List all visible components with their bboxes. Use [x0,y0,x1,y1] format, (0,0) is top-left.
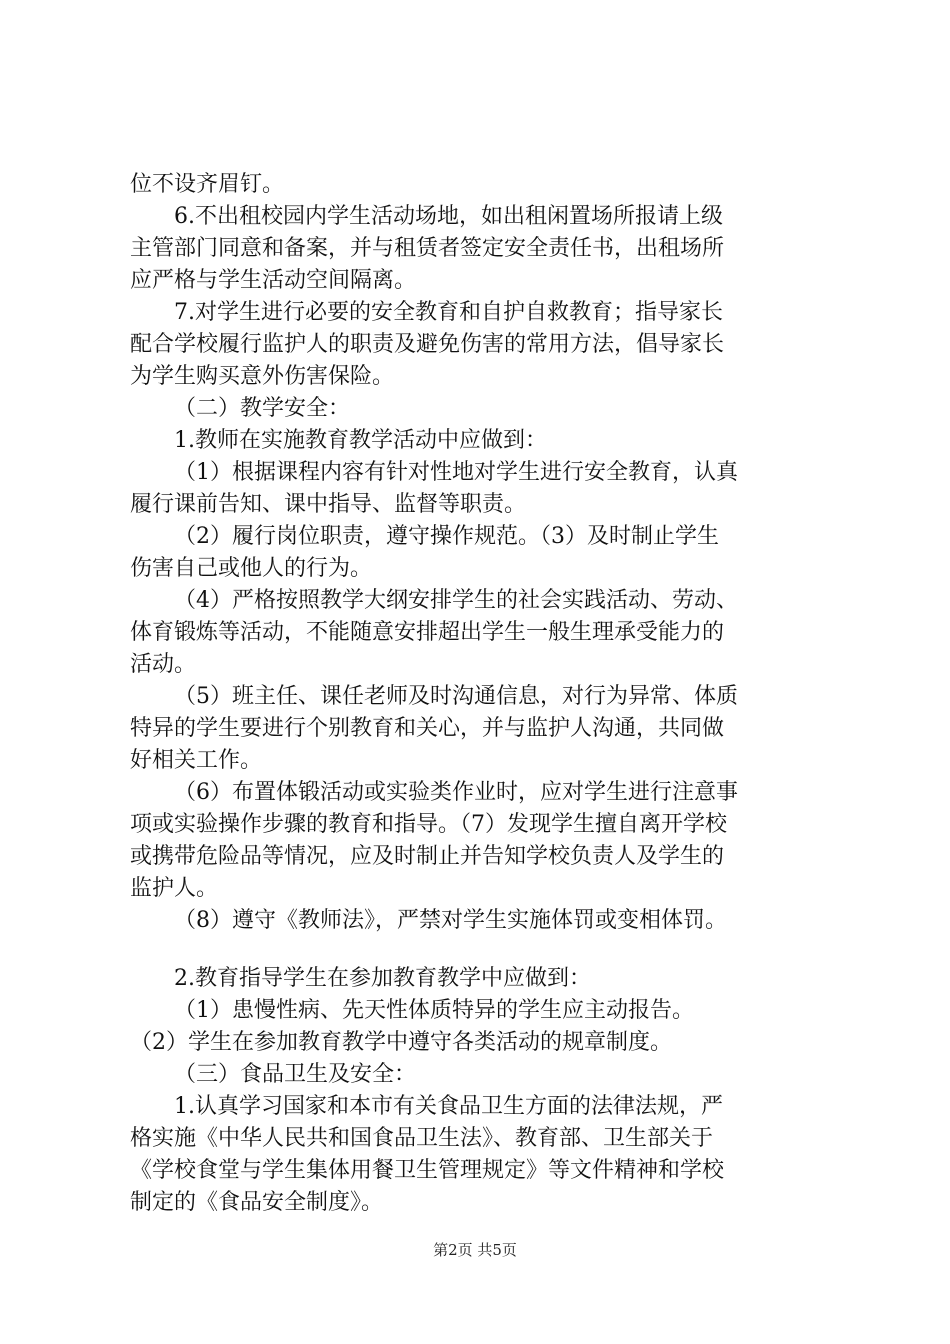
text-line: 应严格与学生活动空间隔离。 [130,268,417,293]
text-line: 位不设齐眉钉。 [130,172,285,197]
text-line: （三）食品卫生及安全： [174,1062,417,1087]
text-line: （6）布置体锻活动或实验类作业时，应对学生进行注意事 [174,780,738,805]
text-line: （1）根据课程内容有针对性地对学生进行安全教育，认真 [174,460,738,485]
text-line: 格实施《中华人民共和国食品卫生法》、教育部、卫生部关于 [130,1126,714,1151]
text-line: （1）患慢性病、先天性体质特异的学生应主动报告。 [174,998,694,1023]
text-line: 6.不出租校园内学生活动场地，如出租闲置场所报请上级 [174,204,723,229]
text-line: 7.对学生进行必要的安全教育和自护自救教育；指导家长 [174,300,723,325]
text-line: 监护人。 [130,876,219,901]
text-line: （2）学生在参加教育教学中遵守各类活动的规章制度。 [130,1030,672,1055]
text-line: 主管部门同意和备案，并与租赁者签定安全责任书，出租场所 [130,236,725,261]
text-line: （8）遵守《教师法》，严禁对学生实施体罚或变相体罚。 [174,908,727,933]
blank-line [130,937,830,963]
text-line: 配合学校履行监护人的职责及避免伤害的常用方法，倡导家长 [130,332,725,357]
text-line: 伤害自己或他人的行为。 [130,556,373,581]
text-line: 项或实验操作步骤的教育和指导。（7）发现学生擅自离开学校 [130,812,727,837]
text-line: 或携带危险品等情况，应及时制止并告知学校负责人及学生的 [130,844,725,869]
text-line: 1.教师在实施教育教学活动中应做到： [174,428,547,453]
text-line: （4）严格按照教学大纲安排学生的社会实践活动、劳动、 [174,588,738,613]
document-body [130,169,830,1219]
text-line: 制定的《食品安全制度》。 [130,1190,384,1215]
text-line: 好相关工作。 [130,748,263,773]
text-line: 1.认真学习国家和本市有关食品卫生方面的法律法规，严 [174,1094,723,1119]
text-line: 为学生购买意外伤害保险。 [130,364,395,389]
text-line: （5）班主任、课任老师及时沟通信息，对行为异常、体质 [174,684,738,709]
text-line: 履行课前告知、课中指导、监督等职责。 [130,492,527,517]
text-line: 2.教育指导学生在参加教育教学中应做到： [174,966,591,991]
text-line: 特异的学生要进行个别教育和关心，并与监护人沟通，共同做 [130,716,725,741]
text-line: （2）履行岗位职责，遵守操作规范。（3）及时制止学生 [174,524,719,549]
text-line: （二）教学安全： [174,396,351,421]
text-line: 体育锻炼等活动，不能随意安排超出学生一般生理承受能力的 [130,620,725,645]
text-line: 活动。 [130,652,197,677]
text-line: 《学校食堂与学生集体用餐卫生管理规定》等文件精神和学校 [130,1158,725,1183]
page-footer: 第2页 共5页 [433,1241,517,1259]
